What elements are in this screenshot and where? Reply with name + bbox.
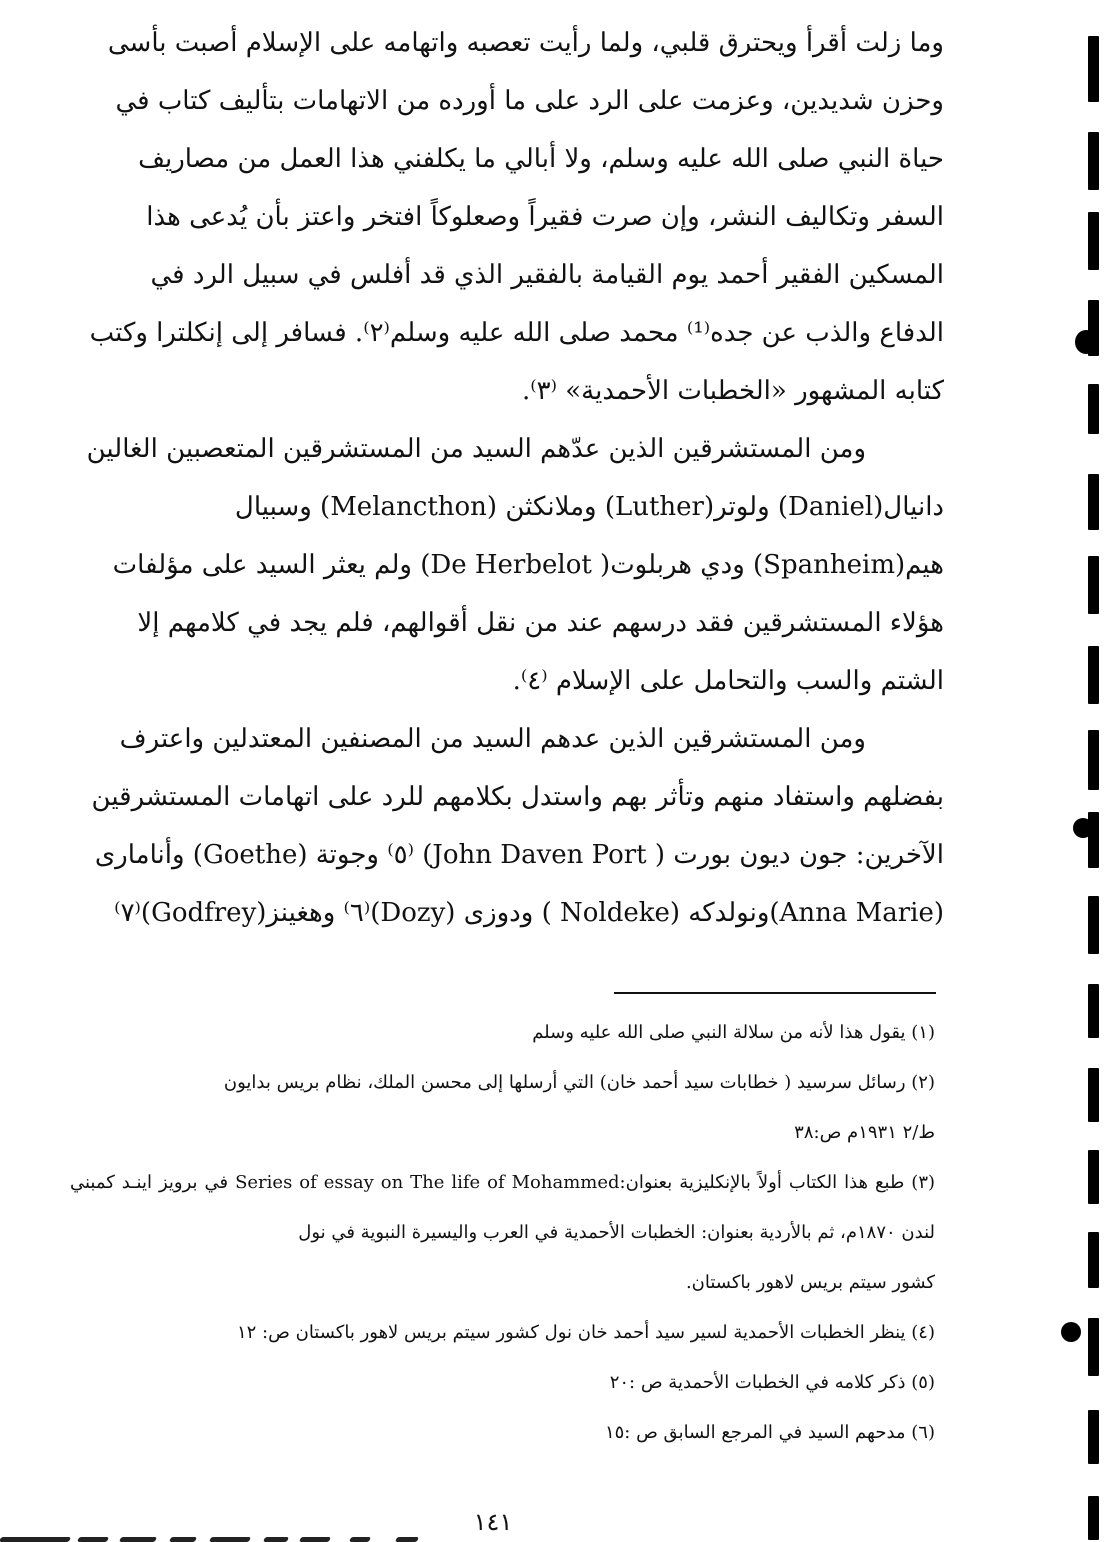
scan-smudge bbox=[0, 1528, 430, 1542]
footnote-3-continued: كشور سيتم بريس لاهور باكستان. bbox=[685, 1272, 935, 1293]
binding-mark bbox=[1088, 384, 1099, 434]
binding-mark bbox=[1088, 212, 1099, 270]
binding-blob bbox=[1061, 1322, 1081, 1342]
footnote-2: (٢) رسائل سرسيد ( خطابات سيد أحمد خان) التي أرسلها إلى محسن الملك، نظام بريس بدايون bbox=[223, 1072, 935, 1093]
body-text bbox=[78, 14, 944, 942]
paragraph-2: ومن المستشرقين الذين عدّهم السيد من المستشرقين المتعصبين الغالين دانيال(Daniel) ولوتر(Luther) وملانكثن (Melancthon) وسبيال هيم(Spanheim) ودي هربلوت( De Herbelot) ولم يعثر السيد على مؤلفات هؤلاء المستشرقين فقد درسهم عند من نقل أقوالهم، فلم يجد في كلامهم إلا الشتم والسب والتحامل على الإسلام ⁽٤⁾. bbox=[86, 434, 944, 696]
binding-blob bbox=[1073, 818, 1093, 838]
binding-mark bbox=[1088, 1318, 1099, 1376]
binding-blob bbox=[1075, 330, 1097, 354]
footnote-2-continued: ط/٢ ١٩٣١م ص:٣٨ bbox=[794, 1122, 935, 1143]
paragraph-1: وما زلت أقرأ ويحترق قلبي، ولما رأيت تعصبه واتهامه على الإسلام أصبت بأسى وحزن شديدين، وعزمت على الرد على ما أورده من الاتهامات بتأليف كتاب في حياة النبي صلى الله عليه وسلم، ولا أبالي ما يكلفني هذا العمل من مصاريف السفر وتكاليف النشر، وإن صرت فقيراً وصعلوكاً افتخر واعتز بأن يُدعى هذا المسكين الفقير أحمد يوم القيامة بالفقير الذي قد أفلس في سبيل الرد في الدفاع والذب عن جده⁽¹⁾ محمد صلى الله عليه وسلم⁽٢⁾. فسافر إلى إنكلترا وكتب كتابه المشهور «الخطبات الأحمدية» ⁽٣⁾. bbox=[89, 28, 944, 406]
binding-mark bbox=[1088, 646, 1099, 704]
binding-mark bbox=[1088, 730, 1099, 790]
footnote-6: (٦) مدحهم السيد في المرجع السابق ص :١٥ bbox=[604, 1422, 935, 1443]
binding-mark bbox=[1088, 896, 1099, 954]
binding-mark bbox=[1088, 556, 1099, 614]
binding-mark bbox=[1088, 984, 1099, 1038]
binding-mark bbox=[1088, 1496, 1099, 1540]
footnote-5: (٥) ذكر كلامه في الخطبات الأحمدية ص :٢٠ bbox=[609, 1372, 935, 1393]
footnotes bbox=[70, 1008, 935, 1458]
footnote-separator bbox=[614, 992, 936, 994]
binding-mark bbox=[1088, 474, 1099, 530]
binding-mark bbox=[1088, 1068, 1099, 1122]
footnote-4: (٤) ينظر الخطبات الأحمدية لسير سيد أحمد خان نول كشور سيتم بريس لاهور باكستان ص: ١٢ bbox=[236, 1322, 935, 1343]
binding-mark bbox=[1088, 1232, 1099, 1288]
footnote-1: (١) يقول هذا لأنه من سلالة النبي صلى الله عليه وسلم bbox=[532, 1022, 935, 1043]
paragraph-3: ومن المستشرقين الذين عدهم السيد من المصنفين المعتدلين واعترف بفضلهم واستفاد منهم وتأثر بهم واستدل بكلامهم للرد على اتهامات المستشرقين الآخرين: جون ديون بورت ( John Daven Port) ⁽٥⁾ وجوتة (Goethe) وأنامارى (Anna Marie)ونولدكه (Noldeke ) ودوزى (Dozy)⁽٦⁾ وهغينز(Godfrey)⁽٧⁾ bbox=[91, 724, 944, 928]
binding-mark bbox=[1088, 1150, 1099, 1204]
binding-mark bbox=[1088, 1410, 1099, 1464]
binding-mark bbox=[1088, 36, 1099, 102]
binding-mark bbox=[1088, 132, 1099, 190]
page-number: ١٤١ bbox=[473, 1508, 513, 1536]
footnote-3: (٣) طبع هذا الكتاب أولاً بالإنكليزية بعنوان:Series of essay on The life of Mohammed في برويز اينـد كمبني لندن ١٨٧٠م، ثم بالأردية بعنوان: الخطبات الأحمدية في العرب واليسيرة النبوية في نول bbox=[70, 1172, 936, 1243]
